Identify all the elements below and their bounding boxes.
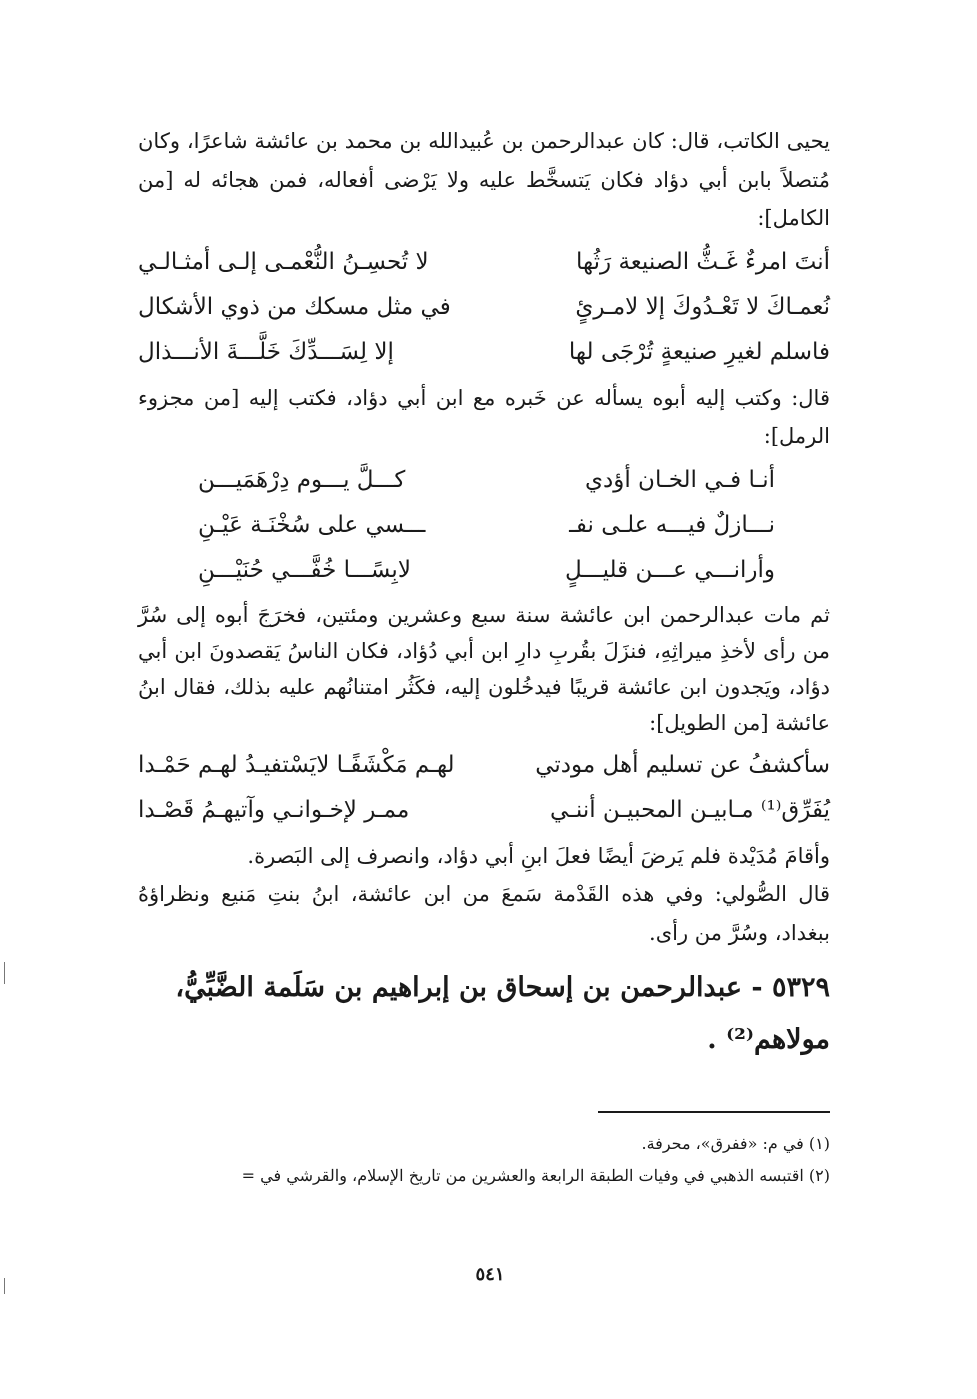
verse-second-hemistich: ـــسي على سُخْنَـة عَيْـنِ [198, 511, 426, 538]
verse-first-hemistich: سأكشفُ عن تسليم أهل مودتي [535, 751, 830, 778]
verse-first-hemistich: أنتَ امرءٌ غَـثُّ الصنيعة رَثُها [576, 248, 830, 275]
poem-kamil [138, 240, 830, 375]
scan-edge-mark [4, 1278, 5, 1294]
verse-second-hemistich: كـــلَّ يـــوم دِرْهَمَيـــن [198, 466, 406, 493]
page-body [138, 122, 830, 1066]
paragraph-suli: قال الصُّولي: وفي هذه القَدْمة سَمعَ من ابن عائشة، ابنُ بنتِ مَنيع ونظراؤهُ ببغداد، وسُرَّ من رأى. [138, 882, 830, 945]
verse-second-hemistich: في مثل مسكك من ذوي الأشكال [138, 293, 451, 320]
entry-title-tail: مولاهم⁽²⁾ . [707, 1024, 830, 1055]
verse-line [138, 743, 830, 788]
entry-title: ٥٣٢٩ - عبدالرحمن بن إسحاق بن إبراهيم بن سَلَمة الضَّبِّيُّ، [175, 972, 830, 1003]
footnote: (١) في م: «ففرق»، محرفة. [641, 1134, 830, 1153]
verse-line [138, 458, 830, 503]
paragraph-letter: قال: وكتب إليه أبوه يسأله عن خَبره مع ابن أبي دؤاد، فكتب إليه [من مجزوء الرمل]: [138, 385, 830, 448]
footnote: (٢) اقتبسه الذهبي في وفيات الطبقة الرابعة والعشرين من تاريخ الإسلام، والقرشي في = [241, 1166, 830, 1185]
verse-line [138, 240, 830, 285]
verse-line [138, 503, 830, 548]
verse-second-hemistich: لابِسًـــا خُفَّـــي حُنَيْـــنِ [198, 556, 411, 583]
footnotes [138, 1128, 830, 1192]
verse-second-hemistich: إلا لِسَـــدِّكَ خَلَّـــةَ الأنـــذال [138, 338, 394, 365]
paragraph-death: ثم مات عبدالرحمن ابن عائشة سنة سبع وعشرين ومئتين، فخرَجَ أبوه إلى سُرَّ من رأى لأخذِ ميراثِهِ، فنزَلَ بقُربِ دارِ ابن أبي دُؤاد، فكان الناسُ يَقصدونَ ابن أبي دؤاد، ويَجدون ابن عائشة قريبًا فيدخُلون إليه، فكَثُر امتنانُهم عليه بذلك، فقال ابنُ عائشة [من الطويل]: [138, 602, 830, 735]
verse-first-hemistich: نـــازلٌ فيـــه علـى نفـ [569, 511, 775, 538]
poem-tawil [138, 743, 830, 833]
verse-first-hemistich: يُفَرِّق⁽¹⁾ مـابيـن المحبيـن أننـي [549, 796, 830, 823]
verse-second-hemistich: لهـم مَكْشَفًـا لايَسْتفيـدُ لهـم حَمْـدا [138, 751, 455, 778]
scan-edge-mark [4, 962, 5, 984]
page-number: ٥٤١ [475, 1264, 505, 1285]
verse-line [138, 285, 830, 330]
footnote-divider [598, 1111, 830, 1113]
verse-line [138, 548, 830, 593]
verse-first-hemistich: فاسلم لغيرِ صنيعةٍ تُرْجَى لها [568, 338, 830, 365]
verse-second-hemistich: لا تُحسِـنُ النُّعْمـى إلـى أمثـالـي [138, 248, 429, 275]
paragraph-intro: يحيى الكاتب، قال: كان عبدالرحمن بن عُبيدالله بن محمد بن عائشة شاعرًا، وكان مُتصلاً بابن أبي دؤاد فكان يَتسخَّط عليه ولا يَرْضى أفعاله، فمن هجائه له [من الكامل]: [138, 129, 830, 230]
verse-first-hemistich: نُعمـاكَ لا تَعْـدُوكَ إلا لامـرئٍ [575, 293, 830, 320]
verse-line [138, 330, 830, 375]
verse-line [138, 788, 830, 833]
entry-heading [138, 962, 830, 1066]
paragraph-departure: وأقامَ مُدَيْدة فلم يَرضَ أيضًا فعلَ ابنِ أبي دؤاد، وانصرف إلى البَصرة. [247, 843, 830, 868]
verse-first-hemistich: وأرانـــي عـــن قليـــلٍ [564, 556, 775, 583]
poem-ramal [138, 458, 830, 593]
verse-first-hemistich: أنـا فـي الخـان أؤدي [585, 466, 775, 493]
verse-second-hemistich: ممـر لإخـوانـي وآتيهـمُ قَصْـدا [138, 796, 410, 823]
